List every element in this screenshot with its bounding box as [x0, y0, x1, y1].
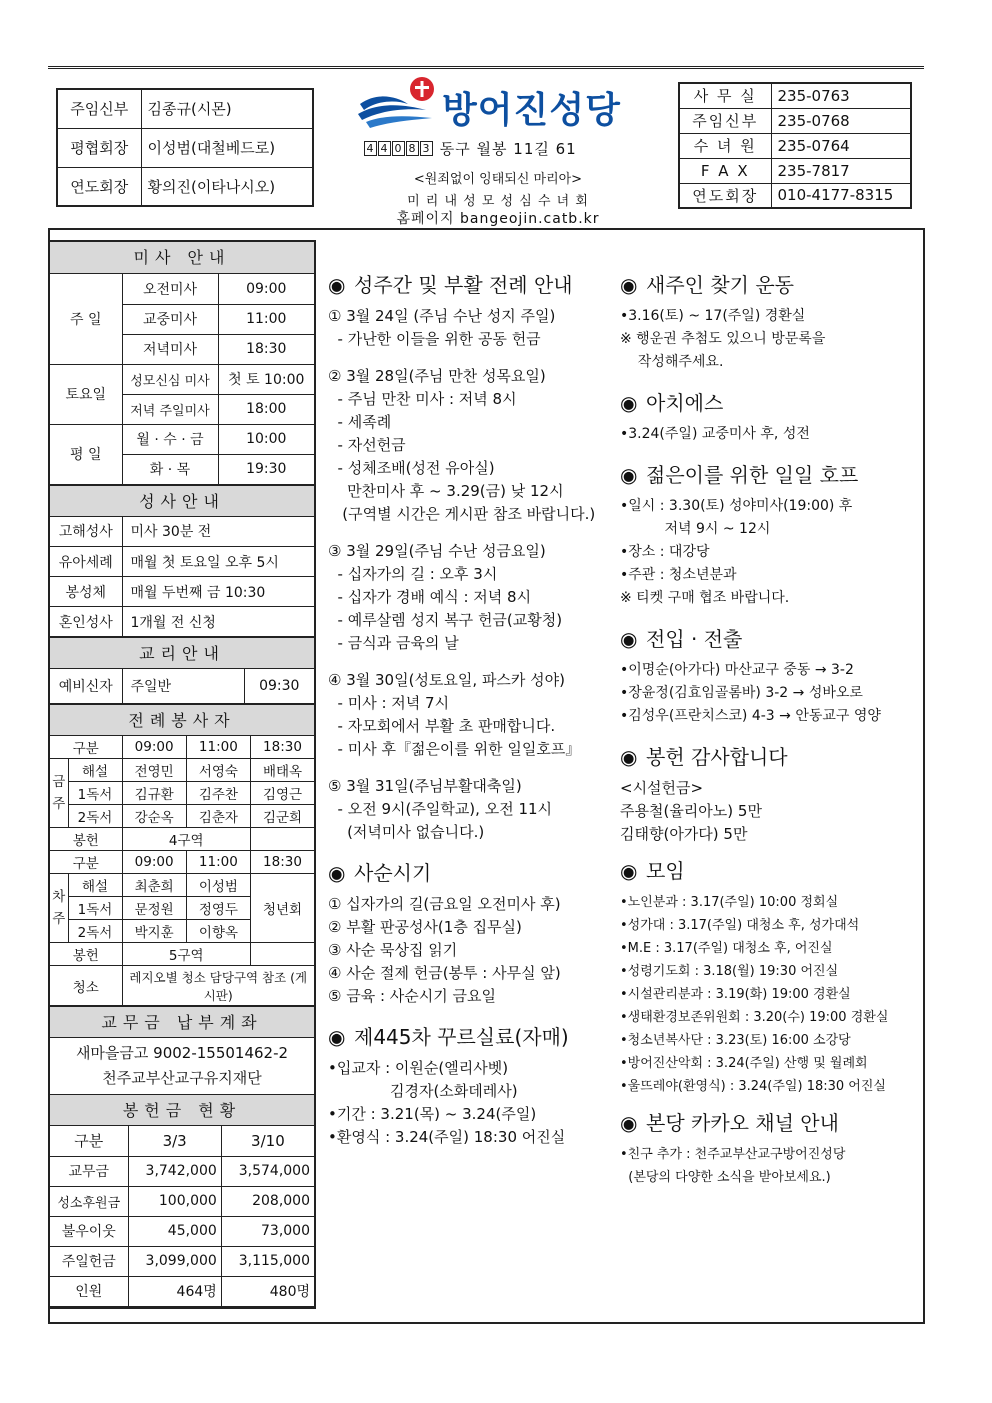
text-line: - 십자가의 길 : 오후 3시	[328, 565, 498, 583]
doctrine-label: 예비신자	[50, 669, 122, 703]
text-line: - 자선헌금	[328, 436, 406, 454]
heading-text: 성주간 및 부활 전례 안내	[354, 273, 573, 297]
text-line: ④ 3월 30일(성토요일, 파스카 성야)	[328, 671, 566, 689]
server-name: 서영숙	[186, 759, 250, 782]
heading-text: 사순시기	[354, 861, 432, 885]
account-holder: 천주교부산교구유지재단	[102, 1069, 262, 1087]
liturgy-column	[328, 268, 610, 1149]
contact-label: 주임신부	[679, 108, 771, 133]
servers-header: 구분	[50, 851, 122, 874]
section-heading	[620, 464, 916, 487]
zip-code	[364, 140, 440, 158]
staff-label: 연도회장	[57, 167, 141, 206]
servers-header: 09:00	[122, 851, 186, 874]
contact-value: 235-0764	[771, 133, 911, 158]
text-line: 주용철(율리아노) 5만	[620, 802, 762, 820]
bullet-icon: ◉	[620, 627, 638, 651]
heading-text: 모임	[646, 859, 685, 883]
server-name: 김군희	[251, 805, 315, 828]
contact-label: 수 녀 원	[679, 133, 771, 158]
text-line: 작성해주세요.	[620, 354, 724, 370]
contact-table	[678, 82, 912, 209]
mass-time: 10:00	[218, 424, 314, 454]
server-role: 2독서	[68, 805, 122, 828]
section-heading	[620, 392, 916, 415]
server-role: 해설	[68, 874, 122, 897]
sacrament-value: 미사 30분 전	[122, 517, 314, 547]
mass-title: 미사 안내	[50, 242, 314, 274]
text-line: •성령기도회 : 3.18(월) 19:30 어진실	[620, 964, 839, 979]
mass-time: 11:00	[218, 304, 314, 334]
text-line: •3.24(주일) 교중미사 후, 성전	[620, 426, 810, 442]
mass-name: 오전미사	[122, 274, 218, 304]
text-line: - 세족례	[328, 413, 392, 431]
text-line: •방어진산악회 : 3.24(주일) 산행 및 월례회	[620, 1056, 868, 1071]
side-char: 차	[52, 889, 66, 905]
mass-table	[50, 274, 314, 485]
cleaning-label: 청소	[50, 966, 122, 1006]
offering-amount: 3,115,000	[221, 1246, 314, 1276]
left-info-column	[48, 240, 316, 1309]
mass-time: 18:30	[218, 334, 314, 364]
text-line: 김경자(소화데레사)	[328, 1082, 518, 1100]
empty-cell	[251, 828, 315, 851]
text-line: •생태환경보존위원회 : 3.20(수) 19:00 경환실	[620, 1010, 889, 1025]
zip-digit: 3	[420, 141, 433, 156]
heading-text: 아치에스	[646, 391, 724, 415]
server-role: 봉헌	[50, 828, 122, 851]
section-heading	[328, 274, 610, 297]
text-line: ① 3월 24일 (주님 수난 성지 주일)	[328, 307, 556, 325]
offering-row	[50, 1156, 314, 1186]
servers-header: 구분	[50, 736, 122, 759]
thanks-list	[620, 777, 916, 846]
text-line: •3.16(토) ~ 17(주일) 경환실	[620, 308, 806, 324]
meeting-list	[620, 891, 916, 1098]
text-line: (저녁미사 없습니다.)	[328, 823, 485, 841]
offering-title: 봉헌금 현황	[50, 1094, 314, 1126]
mass-name: 성모신심 미사	[122, 364, 218, 394]
staff-label: 평협회장	[57, 128, 141, 167]
sisters-order: 미 리 내 성 모 성 심 수 녀 회	[407, 194, 589, 209]
text-line: - 예루살렘 성지 복구 헌금(교황청)	[328, 611, 563, 629]
server-name: 문정원	[122, 897, 186, 920]
server-name: 김주찬	[186, 782, 250, 805]
text-line: •장윤정(김효임골롬바) 3-2 → 성바오로	[620, 685, 863, 701]
homepage: 홈페이지 bangeojin.catb.kr	[396, 211, 600, 227]
servers-this-week-table	[50, 736, 314, 1007]
mass-day: 평 일	[50, 424, 122, 484]
cleaning-value: 레지오별 청소 담당구역 참조 (게시판)	[122, 966, 314, 1006]
text-line: •시설관리분과 : 3.19(화) 19:00 경환실	[620, 987, 851, 1002]
servers-title: 전례봉사자	[50, 704, 314, 736]
server-name: 이향옥	[186, 920, 250, 943]
offering-amount: 480명	[221, 1276, 314, 1306]
doctrine-time: 09:30	[244, 669, 314, 703]
server-name: 강순옥	[122, 805, 186, 828]
section-heading	[620, 274, 916, 297]
offering-row	[50, 1186, 314, 1216]
section-heading	[620, 860, 916, 883]
staff-label: 주임신부	[57, 89, 141, 128]
mass-name: 화 · 목	[122, 454, 218, 484]
text-line: - 미사 후『젊은이를 위한 일일호프』	[328, 740, 581, 758]
server-role: 2독서	[68, 920, 122, 943]
empty-cell	[251, 943, 315, 966]
church-logo	[356, 74, 646, 134]
servers-header: 18:30	[251, 851, 315, 874]
text-line: 만찬미사 후 ~ 3.29(금) 낮 12시	[328, 482, 564, 500]
offering-amount: 73,000	[221, 1216, 314, 1246]
contact-label: F A X	[679, 158, 771, 183]
contact-value: 235-0763	[771, 83, 911, 108]
bullet-icon: ◉	[620, 463, 638, 487]
heading-text: 전입 · 전출	[646, 627, 743, 651]
text-line: •성가대 : 3.17(주일) 대청소 후, 성가대석	[620, 918, 860, 933]
sacrament-value: 매월 두번째 금 10:30	[122, 577, 314, 607]
week-side-label	[50, 874, 68, 943]
zip-digit: 0	[392, 141, 405, 156]
text-line: - 미사 : 저녁 7시	[328, 694, 450, 712]
text-line: <시설헌금>	[620, 779, 704, 797]
mass-day: 토요일	[50, 364, 122, 424]
sacrament-label: 고해성사	[50, 517, 122, 547]
sacrament-title: 성사안내	[50, 485, 314, 517]
contact-label: 연도회장	[679, 183, 771, 208]
server-role: 1독서	[68, 782, 122, 805]
server-name: 김규환	[122, 782, 186, 805]
text-line: •김성우(프란치스코) 4-3 → 안동교구 영양	[620, 708, 881, 724]
sacrament-value: 1개월 전 신청	[122, 607, 314, 637]
offering-amount: 208,000	[221, 1186, 314, 1216]
text-line: (본당의 다양한 소식을 받아보세요.)	[620, 1170, 831, 1185]
text-line: ② 부활 판공성사(1층 집무실)	[328, 918, 522, 936]
offering-category: 교무금	[50, 1156, 128, 1186]
lent-list	[328, 893, 610, 1008]
bullet-icon: ◉	[620, 1111, 638, 1135]
text-line: ※ 티켓 구매 협조 바랍니다.	[620, 590, 790, 606]
offering-category: 인원	[50, 1276, 128, 1306]
bullet-icon: ◉	[620, 273, 638, 297]
servers-header: 11:00	[186, 851, 250, 874]
bullet-icon: ◉	[620, 859, 638, 883]
text-line: •기간 : 3.21(목) ~ 3.24(주일)	[328, 1105, 537, 1123]
spacer	[328, 351, 610, 365]
contact-label: 사 무 실	[679, 83, 771, 108]
staff-value: 이성범(대철베드로)	[141, 128, 313, 167]
mass-name: 교중미사	[122, 304, 218, 334]
mass-name: 저녁 주일미사	[122, 394, 218, 424]
doctrine-value: 주일반	[122, 669, 244, 703]
text-line: - 가난한 이들을 위한 공동 헌금	[328, 330, 541, 348]
sacrament-table	[50, 517, 314, 638]
text-line: •입교자 : 이원순(엘리사벳)	[328, 1059, 509, 1077]
servers-header: 11:00	[186, 736, 250, 759]
text-line: ③ 사순 묵상집 읽기	[328, 941, 458, 959]
server-name: 김영근	[251, 782, 315, 805]
mass-time: 09:00	[218, 274, 314, 304]
text-line: ⑤ 3월 31일(주님부활대축일)	[328, 777, 522, 795]
staff-value: 김종규(시몬)	[141, 89, 313, 128]
spacer	[328, 526, 610, 540]
section-heading	[620, 1112, 916, 1135]
text-line: •노인분과 : 3.17(주일) 10:00 정회실	[620, 895, 839, 910]
offering-amount: 3,574,000	[221, 1156, 314, 1186]
doctrine-table	[50, 669, 314, 704]
section-heading	[328, 1026, 610, 1049]
church-address	[364, 138, 577, 159]
text-line: 저녁 9시 ~ 12시	[620, 521, 771, 537]
address-text: 동구 월봉 11길 61	[439, 140, 577, 158]
offering-amount: 45,000	[128, 1216, 221, 1246]
text-line: •주관 : 청소년분과	[620, 567, 737, 583]
doctrine-title: 교리안내	[50, 637, 314, 669]
servers-header: 09:00	[122, 736, 186, 759]
text-line: (구역별 시간은 게시판 참조 바랍니다.)	[328, 505, 596, 523]
server-offering: 5구역	[122, 943, 251, 966]
text-line: ⑤ 금육 : 사순시기 금요일	[328, 987, 496, 1005]
text-line: •청소년복사단 : 3.23(토) 16:00 소강당	[620, 1033, 851, 1048]
top-rule	[48, 66, 924, 69]
heading-text: 젊은이를 위한 일일 호프	[646, 463, 859, 487]
sacrament-value: 매월 첫 토요일 오후 5시	[122, 547, 314, 577]
zip-digit: 4	[378, 141, 391, 156]
text-line: - 성체조배(성전 유아실)	[328, 459, 495, 477]
zip-digit: 4	[364, 141, 377, 156]
header-staff-table	[56, 88, 314, 207]
offering-category: 성소후원금	[50, 1186, 128, 1216]
text-line: - 주님 만찬 미사 : 저녁 8시	[328, 390, 517, 408]
bullet-icon: ◉	[620, 745, 638, 769]
server-name: 이성범	[186, 874, 250, 897]
mass-time: 첫 토 10:00	[218, 364, 314, 394]
holyweek-list	[328, 305, 610, 844]
text-line: ③ 3월 29일(주님 수난 성금요일)	[328, 542, 546, 560]
section-heading	[620, 628, 916, 651]
heading-text: 봉헌 감사합니다	[646, 745, 788, 769]
offering-category: 주일헌금	[50, 1246, 128, 1276]
offering-header: 구분	[50, 1126, 128, 1156]
offering-header: 3/10	[221, 1126, 314, 1156]
offering-amount: 464명	[128, 1276, 221, 1306]
server-name: 최춘희	[122, 874, 186, 897]
server-role: 해설	[68, 759, 122, 782]
text-line: ④ 사순 절제 헌금(봉투 : 사무실 앞)	[328, 964, 561, 982]
text-line: ① 십자가의 길(금요일 오전미사 후)	[328, 895, 561, 913]
text-line: ※ 행운권 추첨도 있으니 방문록을	[620, 331, 826, 347]
text-line: •울뜨레야(환영식) : 3.24(주일) 18:30 어진실	[620, 1079, 886, 1094]
contact-value: 235-7817	[771, 158, 911, 183]
offering-header: 3/3	[128, 1126, 221, 1156]
bullet-icon: ◉	[328, 1025, 346, 1049]
offering-row	[50, 1276, 314, 1306]
acies-list	[620, 423, 916, 446]
bullet-icon: ◉	[620, 391, 638, 415]
offering-amount: 3,099,000	[128, 1246, 221, 1276]
server-role: 1독서	[68, 897, 122, 920]
transfer-list	[620, 659, 916, 728]
heading-text: 새주인 찾기 운동	[646, 273, 794, 297]
motto: <원죄없이 잉태되신 마리아>	[413, 172, 583, 187]
server-name: 김춘자	[186, 805, 250, 828]
offering-row	[50, 1246, 314, 1276]
kakao-list	[620, 1143, 916, 1189]
sacrament-label: 유아세례	[50, 547, 122, 577]
side-char: 주	[52, 911, 66, 927]
server-evening-group: 청년회	[251, 874, 315, 943]
text-line: •친구 추가 : 천주교부산교구방어진성당	[620, 1147, 846, 1162]
church-emblem-icon	[356, 74, 442, 130]
text-line: •장소 : 대강당	[620, 544, 710, 560]
cursillo-list	[328, 1057, 610, 1149]
server-role: 봉헌	[50, 943, 122, 966]
text-line: •환영식 : 3.24(주일) 18:30 어진실	[328, 1128, 566, 1146]
zip-digit: 8	[406, 141, 419, 156]
spacer	[328, 655, 610, 669]
offering-row	[50, 1216, 314, 1246]
mass-name: 월 · 수 · 금	[122, 424, 218, 454]
contact-value: 010-4177-8315	[771, 183, 911, 208]
account-info	[50, 1038, 314, 1094]
text-line: ② 3월 28일(주님 만찬 성목요일)	[328, 367, 546, 385]
hof-list	[620, 495, 916, 610]
mass-day: 주 일	[50, 274, 122, 364]
church-name: 방어진성당	[442, 90, 621, 131]
staff-value: 황의진(이타나시오)	[141, 167, 313, 206]
mass-time: 19:30	[218, 454, 314, 484]
heading-text: 본당 카카오 채널 안내	[646, 1111, 839, 1135]
text-line: 김태향(아가다) 5만	[620, 825, 748, 843]
servers-header: 18:30	[251, 736, 315, 759]
server-offering: 4구역	[122, 828, 251, 851]
text-line: - 금식과 금육의 날	[328, 634, 459, 652]
offering-table	[50, 1126, 314, 1307]
server-name: 박지훈	[122, 920, 186, 943]
sacrament-label: 봉성체	[50, 577, 122, 607]
account-title: 교무금 납부계좌	[50, 1006, 314, 1038]
bullet-icon: ◉	[328, 273, 346, 297]
text-line: •이명순(아가다) 마산교구 중동 → 3-2	[620, 662, 854, 678]
text-line: - 자모회에서 부활 초 판매합니다.	[328, 717, 556, 735]
spacer	[328, 761, 610, 775]
sacrament-label: 혼인성사	[50, 607, 122, 637]
mass-time: 18:00	[218, 394, 314, 424]
server-name: 정영두	[186, 897, 250, 920]
news-column	[620, 268, 916, 1189]
text-line: - 십자가 경배 예식 : 저녁 8시	[328, 588, 532, 606]
section-heading	[328, 862, 610, 885]
account-number: 새마을금고 9002-15501462-2	[75, 1044, 289, 1062]
side-char: 금	[52, 774, 66, 790]
text-line: •M.E : 3.17(주일) 대청소 후, 어진실	[620, 941, 833, 956]
mass-name: 저녁미사	[122, 334, 218, 364]
server-name: 배태옥	[251, 759, 315, 782]
offering-amount: 3,742,000	[128, 1156, 221, 1186]
offering-amount: 100,000	[128, 1186, 221, 1216]
offering-category: 불우이웃	[50, 1216, 128, 1246]
text-line: - 오전 9시(주일학교), 오전 11시	[328, 800, 553, 818]
bullet-icon: ◉	[328, 861, 346, 885]
server-name: 전영민	[122, 759, 186, 782]
side-char: 주	[52, 796, 66, 812]
week-side-label	[50, 759, 68, 828]
section-heading	[620, 746, 916, 769]
newowner-list	[620, 305, 916, 374]
heading-text: 제445차 꾸르실료(자매)	[354, 1025, 569, 1049]
contact-value: 235-0768	[771, 108, 911, 133]
text-line: •일시 : 3.30(토) 성야미사(19:00) 후	[620, 498, 853, 514]
